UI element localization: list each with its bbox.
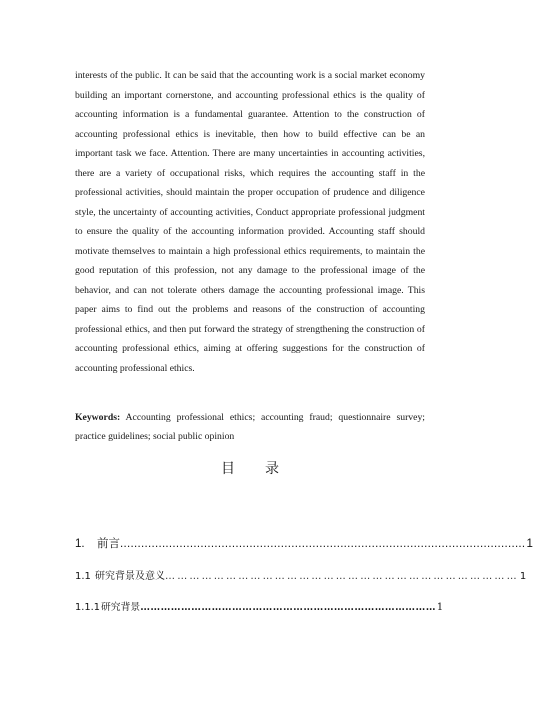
toc-page-number: 1 [519,571,527,582]
toc-entry-title: 前言 [97,538,120,550]
toc-dot-leader: .................................................................................................................... [120,538,526,550]
keywords-label: Keywords: [75,412,121,423]
abstract-body [75,66,425,378]
toc-dot-leader: …………………………………………………………………………… [165,571,519,582]
toc-entry-number: 1.1.1 [75,602,100,613]
abstract-paragraph: interests of the public. It can be said that the accounting work is a social market economy building an important cornerstone, and accounting professional ethics is the quality of accounting information is a fundamental guarantee. Attention to the construction of accounting professional ethics is inevitable, then how to build effective can be an important task we face. Attention. There are many uncertainties in accounting activities, there are a variety of occupational risks, which requires the accounting staff in the professional activities, should maintain the proper occupation of prudence and diligence style, the uncertainty of accounting activities, Conduct appropriate professional judgment to ensure the quality of the accounting information provided. Accounting staff should motivate themselves to maintain a high professional ethics requirements, to maintain the good reputation of this profession, not any damage to the professional image of the behavior, and can not tolerate others damage the accounting professional image. This paper aims to find out the problems and reasons of the construction of accounting professional ethics, and then put forward the strategy of strengthening the construction of accounting professional ethics, aiming at offering suggestions for the construction of accounting professional ethics. [75,70,425,374]
toc-entry-preface[interactable] [75,535,533,551]
toc-heading: 目录 [221,461,309,477]
keywords-list: Accounting professional ethics; accounting fraud; questionnaire survey; practice guidelines; social public opinion [75,412,425,442]
toc-page-number: 1 [526,538,533,550]
toc-entry-number: 1.1 [75,571,91,582]
keywords-block [75,408,425,446]
toc-entry-title: 研究背景及意义 [95,571,165,582]
toc-dot-leader: …………………………………………………………………………… [140,602,436,613]
toc-entry-number: 1. [75,538,85,550]
toc-entry-title: 研究背景 [101,602,141,613]
toc-page-number: 1 [436,602,444,613]
toc-entry-background[interactable] [75,599,444,613]
toc-entry-background-significance[interactable] [75,567,527,582]
